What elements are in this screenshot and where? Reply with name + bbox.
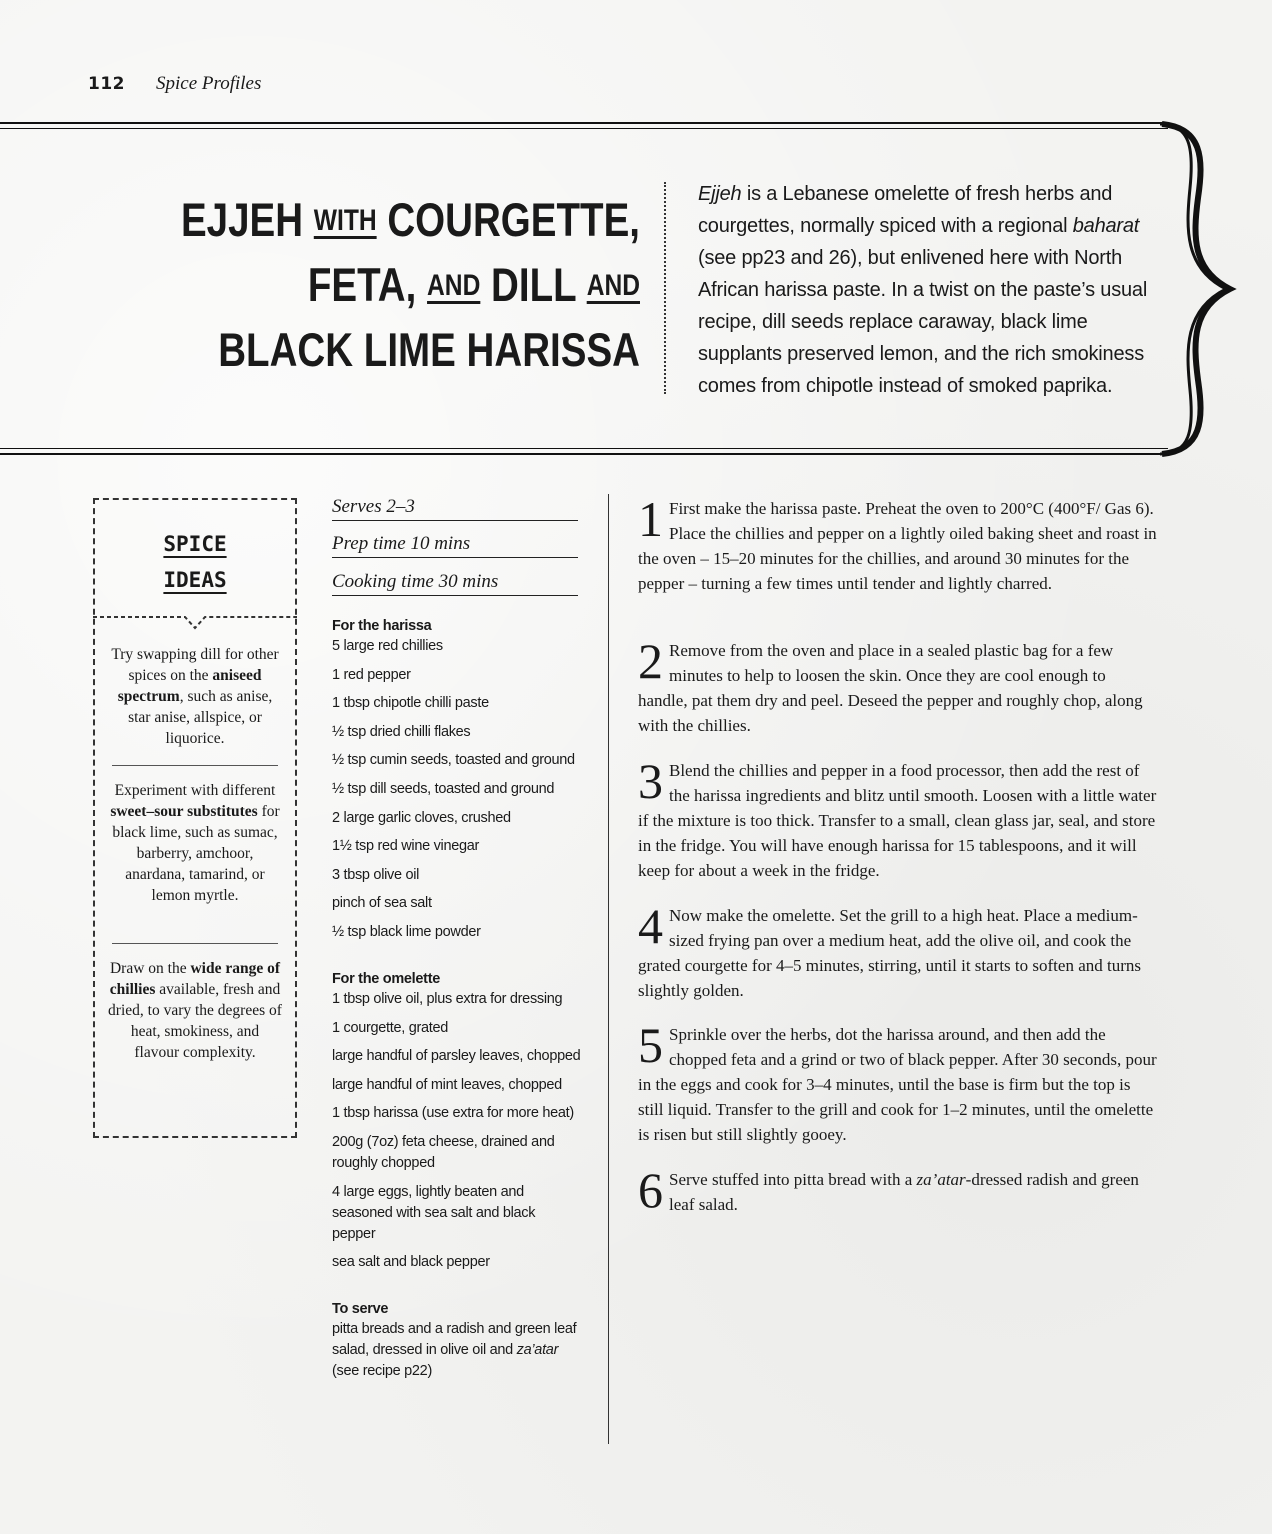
title-connector: AND <box>427 269 481 302</box>
title-connector: AND <box>586 269 640 302</box>
ingredient-item: sea salt and black pepper <box>332 1254 490 1271</box>
title-word: COURGETTE, <box>387 193 640 246</box>
title-divider <box>664 182 666 394</box>
spice-idea-3 <box>108 958 282 1063</box>
ingredient-heading: To serve <box>332 1301 389 1318</box>
title-line-3: BLACK LIME HARISSA <box>218 323 640 376</box>
meta-rule <box>332 520 578 521</box>
ingredient-item: 1 tbsp chipotle chilli paste <box>332 695 489 712</box>
ingredient-item: ½ tsp black lime powder <box>332 923 481 940</box>
meta-rule <box>332 557 578 558</box>
serve-emphasis: za’atar <box>516 1342 559 1359</box>
idea-text: Try swapping dill for other spices on the <box>111 646 279 684</box>
method-step-5 <box>638 1017 1158 1147</box>
ingredient-item: ½ tsp dried chilli flakes <box>332 723 471 740</box>
step-number: 5 <box>638 1017 663 1073</box>
serve-ingredients <box>332 1299 582 1382</box>
ingredient-item: 3 tbsp olive oil <box>332 866 420 883</box>
harissa-ingredients <box>332 616 582 943</box>
title-word: FETA, <box>307 258 417 311</box>
column-divider <box>608 494 609 1444</box>
step-emphasis: za’atar <box>916 1170 966 1189</box>
idea-highlight: wide range of chillies <box>109 960 281 998</box>
recipe-title <box>181 188 640 382</box>
ingredient-item: large handful of parsley leaves, chopped <box>332 1048 581 1065</box>
page-number: 112 <box>88 74 125 94</box>
step-number: 6 <box>638 1162 663 1218</box>
spice-ideas-title-line: SPICE <box>163 532 227 556</box>
ingredient-item: 200g (7oz) feta cheese, drained and roughly chopped <box>332 1133 555 1171</box>
cooking-time: Cooking time 30 mins <box>332 571 499 592</box>
ingredient-heading: For the harissa <box>332 618 432 634</box>
intro-text: is a Lebanese omelette of fresh herbs and courgettes, normally spiced with a regional <box>698 183 1113 237</box>
serving-suggestion <box>332 1319 582 1382</box>
step-number: 3 <box>638 753 663 809</box>
serve-text: pitta breads and a radish and green leaf salad, dressed in olive oil and <box>332 1321 577 1359</box>
ingredient-item: 1 tbsp olive oil, plus extra for dressing <box>332 990 563 1007</box>
idea-text: Draw on the <box>109 960 191 977</box>
step-number: 1 <box>638 491 663 547</box>
ingredient-item: large handful of mint leaves, chopped <box>332 1076 562 1093</box>
method-step-1 <box>638 491 1158 596</box>
ingredient-item: 1 red pepper <box>332 666 411 683</box>
ingredient-item: ½ tsp dill seeds, toasted and ground <box>332 780 555 797</box>
ingredient-item: 1 courgette, grated <box>332 1019 449 1036</box>
ingredients <box>332 616 582 1382</box>
section-name: Spice Profiles <box>156 73 262 94</box>
idea-separator <box>112 943 278 944</box>
intro-text: (see pp23 and 26), but enlivened here with North African harissa paste. In a twist on the paste’s usual recipe, dill seeds replace caraway, black lime supplants preserved lemon, and the rich smokiness comes from chipotle instead of smoked paprika. <box>698 247 1148 397</box>
idea-highlight: sweet–sour substitutes <box>110 803 258 820</box>
spice-ideas-header-divider <box>93 616 297 636</box>
title-band-bottom-rule <box>0 448 1168 455</box>
title-connector: WITH <box>313 204 377 237</box>
spice-ideas-title <box>93 526 297 598</box>
method-step-3 <box>638 753 1158 883</box>
intro-emphasis: Ejjeh <box>698 183 742 205</box>
intro-paragraph <box>698 178 1168 402</box>
serves: Serves 2–3 <box>332 496 415 517</box>
ingredient-item: 4 large eggs, lightly beaten and seasoned with sea salt and black pepper <box>332 1183 536 1242</box>
step-text: First make the harissa paste. Preheat the oven to 200°C (400°F/ Gas 6). Place the chillies and pepper on a lightly oiled baking sheet and roast in the oven – 15–20 minutes for the chillies, and around 30 minutes for the pepper – turning a few times until tender and lightly charred. <box>638 499 1157 593</box>
step-text: Serve stuffed into pitta bread with a <box>669 1170 917 1189</box>
step-number: 2 <box>638 633 663 689</box>
intro-emphasis: baharat <box>1072 215 1140 237</box>
method-step-6 <box>638 1162 1158 1218</box>
title-line-1 <box>181 188 640 253</box>
ingredient-heading: For the omelette <box>332 970 440 987</box>
title-word: DILL <box>491 258 576 311</box>
method-step-2 <box>638 633 1158 738</box>
step-text: Sprinkle over the herbs, dot the harissa around, and then add the chopped feta and a grind or two of black pepper. After 30 seconds, pour in the eggs and cook for 3–4 minutes, until the base is firm but the top is still liquid. Transfer to the grill and cook for 1–2 minutes, until the omelette is risen but still slightly gooey. <box>638 1025 1157 1144</box>
idea-text: for black lime, such as sumac, barberry, amchoor, anardana, tamarind, or lemon myrtle. <box>112 803 280 904</box>
ingredient-item: 5 large red chillies <box>332 638 443 654</box>
step-text: Blend the chillies and pepper in a food processor, then add the rest of the harissa ingredients and blitz until smooth. Loosen with a little water if the mixture is too thick. Transfer to a small, clean glass jar, seal, and store in the fridge. You will have enough harissa for 15 tablespoons, and it will keep for about a week in the fridge. <box>638 761 1157 880</box>
method-step-4 <box>638 898 1158 1003</box>
step-text: Remove from the oven and place in a sealed plastic bag for a few minutes to help to loosen the skin. Once they are cool enough to handle, pat them dry and peel. Deseed the pepper and roughly chop, along with the chillies. <box>638 641 1143 735</box>
idea-highlight: aniseed spectrum <box>117 667 262 705</box>
ingredient-item: 1½ tsp red wine vinegar <box>332 838 480 855</box>
title-word: EJJEH <box>180 193 304 246</box>
idea-text: available, fresh and dried, to vary the degrees of heat, smokiness, and flavour complexity. <box>108 981 282 1061</box>
ingredient-item: ½ tsp cumin seeds, toasted and ground <box>332 752 575 769</box>
step-text: -dressed radish and green leaf salad. <box>669 1170 1139 1214</box>
serve-text: (see recipe p22) <box>332 1363 432 1380</box>
meta-rule <box>332 595 578 596</box>
step-text: Now make the omelette. Set the grill to a high heat. Place a medium-sized frying pan over a medium heat, add the olive oil, and cook the grated courgette for 4–5 minutes, stirring, until it starts to soften and turns slightly golden. <box>638 906 1141 1000</box>
idea-text: , such as anise, star anise, allspice, or liquorice. <box>128 688 273 747</box>
spice-ideas-title-line: IDEAS <box>163 568 227 592</box>
ingredient-item: pinch of sea salt <box>332 895 432 912</box>
spice-idea-2 <box>108 780 282 906</box>
ingredient-item: 1 tbsp harissa (use extra for more heat) <box>332 1105 574 1122</box>
spice-idea-1 <box>108 644 282 749</box>
omelette-ingredients <box>332 969 582 1273</box>
step-number: 4 <box>638 898 663 954</box>
idea-separator <box>112 765 278 766</box>
prep-time: Prep time 10 mins <box>332 533 471 554</box>
ingredient-item: 2 large garlic cloves, crushed <box>332 809 511 826</box>
title-line-2 <box>181 253 640 318</box>
title-band-top-rule <box>0 122 1168 129</box>
idea-text: Experiment with different <box>114 782 276 799</box>
